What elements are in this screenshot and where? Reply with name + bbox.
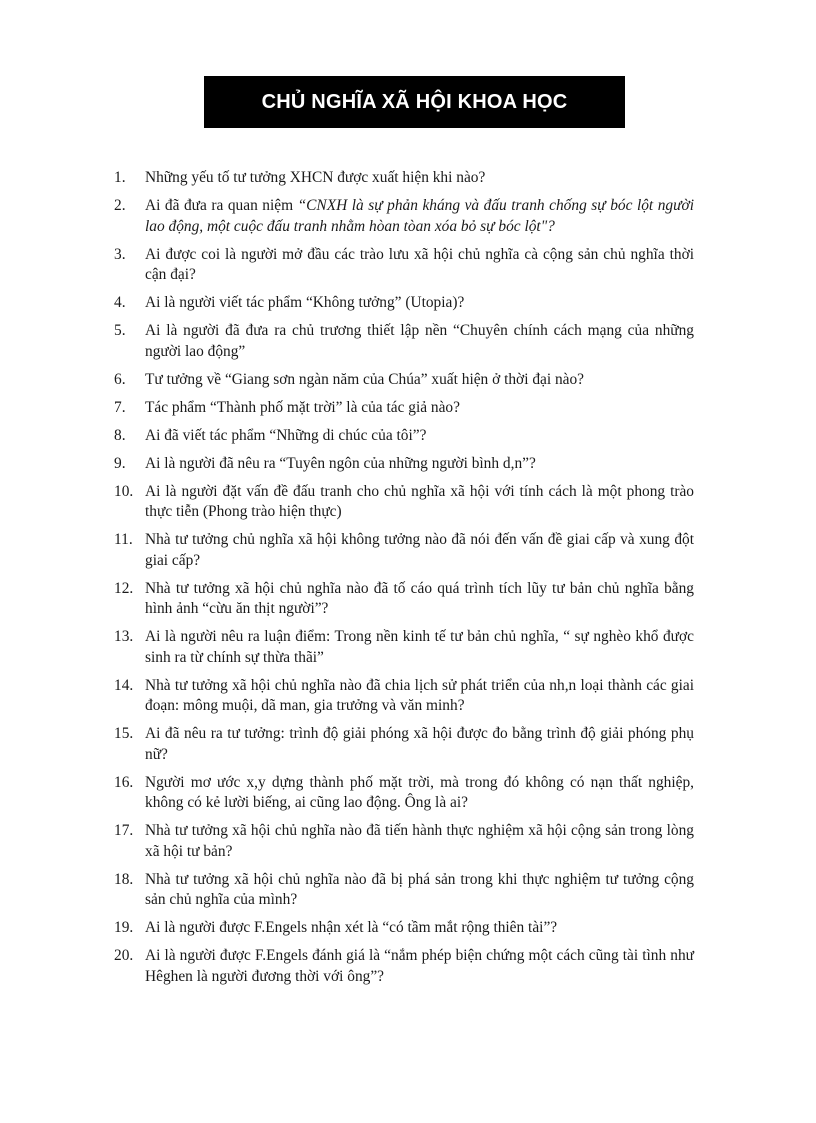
question-text-italic: “CNXH là sự phản kháng và đấu tranh chống sự bóc lột người lao động, một cuộc đấu tranh nhằm hòan tòan xóa bỏ sự bóc lột"? <box>145 197 694 235</box>
page-title: CHỦ NGHĨA XÃ HỘI KHOA HỌC <box>261 90 568 113</box>
question-number: 16. <box>114 773 134 791</box>
question-text: Tư tưởng về “Giang sơn ngàn năm của Chúa” xuất hiện ở thời đại nào? <box>145 370 585 388</box>
question-text: Ai đã viết tác phẩm “Những di chúc của tôi”? <box>145 426 427 444</box>
question-number: 18. <box>114 870 134 888</box>
question-text: Ai là người đã đưa ra chủ trương thiết lập nền “Chuyên chính cách mạng của những người lao động” <box>145 322 694 360</box>
question-number: 3. <box>114 245 126 263</box>
question-text: Nhà tư tưởng xã hội chủ nghĩa nào đã tố cáo quá trình tích lũy tư bản chủ nghĩa bằng hình ảnh “cừu ăn thịt người”? <box>145 579 694 617</box>
question-text: Ai là người đặt vấn đề đấu tranh cho chủ nghĩa xã hội với tính cách là một phong trào thực tiễn (Phong trào hiện thực) <box>145 482 694 520</box>
question-number: 5. <box>114 322 126 339</box>
question-text: Tác phẩm “Thành phố mặt trời” là của tác giả nào? <box>145 398 460 416</box>
question-number: 20. <box>114 947 134 964</box>
question-item <box>114 870 694 911</box>
question-number: 17. <box>114 822 134 839</box>
question-item <box>114 196 694 237</box>
question-text: Người mơ ước x,y dựng thành phố mặt trời, mà trong đó không có nạn thất nghiệp, không có kẻ lười biếng, ai cũng lao động. Ông là ai? <box>145 773 694 811</box>
question-text: Nhà tư tưởng xã hội chủ nghĩa nào đã tiến hành thực nghiệm xã hội cộng sản trong lòng xã hội tư bản? <box>145 822 694 860</box>
question-list <box>114 168 694 995</box>
question-text: Những yếu tố tư tưởng XHCN được xuất hiện khi nào? <box>145 169 486 186</box>
question-number: 10. <box>114 482 134 500</box>
question-item <box>114 168 694 189</box>
question-text-plain: Ai đã đưa ra quan niệm <box>145 197 298 214</box>
title-banner <box>204 76 625 128</box>
question-text: Ai là người đã nêu ra “Tuyên ngôn của những người bình d,n”? <box>145 454 536 472</box>
question-text: Ai là người được F.Engels đánh giá là “nắm phép biện chứng một cách cũng tài tình như Hêghen là người đương thời với ông”? <box>145 947 694 985</box>
question-item <box>114 321 694 362</box>
question-text: Nhà tư tưởng xã hội chủ nghĩa nào đã bị phá sản trong khi thực nghiệm tư tưởng cộng sản chủ nghĩa của mình? <box>145 870 694 908</box>
question-text: Ai là người được F.Engels nhận xét là “có tầm mắt rộng thiên tài”? <box>145 919 558 936</box>
question-item <box>114 245 694 286</box>
question-item <box>114 370 694 391</box>
question-item <box>114 398 694 419</box>
question-number: 2. <box>114 197 126 214</box>
question-text <box>145 196 694 237</box>
question-text: Nhà tư tưởng xã hội chủ nghĩa nào đã chia lịch sử phát triển của nh,n loại thành các giai đoạn: mông muội, dã man, gia trưởng và văn minh? <box>145 676 694 714</box>
question-text: Ai là người nêu ra luận điểm: Trong nền kinh tế tư bản chủ nghĩa, “ sự nghèo khổ được sinh ra từ chính sự thừa thãi” <box>145 628 694 666</box>
question-item <box>114 946 694 987</box>
question-number: 9. <box>114 454 126 472</box>
question-item <box>114 627 694 668</box>
question-number: 4. <box>114 294 126 311</box>
question-number: 14. <box>114 676 134 694</box>
question-item <box>114 579 694 620</box>
question-number: 1. <box>114 169 126 186</box>
question-item <box>114 482 694 523</box>
question-number: 11. <box>114 531 133 548</box>
question-item <box>114 821 694 862</box>
question-number: 8. <box>114 426 126 444</box>
question-text: Ai đã nêu ra tư tưởng: trình độ giải phóng xã hội được đo bằng trình độ giải phóng phụ nữ? <box>145 725 694 763</box>
question-text: Ai được coi là người mở đầu các trào lưu xã hội chủ nghĩa cà cộng sản chủ nghĩa thời cận đại? <box>145 245 694 283</box>
question-number: 7. <box>114 398 126 416</box>
question-text: Nhà tư tưởng chủ nghĩa xã hội không tưởng nào đã nói đến vấn đề giai cấp và xung đột giai cấp? <box>145 531 694 569</box>
question-item <box>114 426 694 447</box>
question-number: 6. <box>114 370 126 388</box>
question-number: 13. <box>114 628 134 645</box>
question-item <box>114 773 694 814</box>
question-text: Ai là người viết tác phẩm “Không tưởng” (Utopia)? <box>145 294 465 311</box>
question-number: 19. <box>114 919 134 936</box>
question-item <box>114 724 694 765</box>
question-item <box>114 530 694 571</box>
question-item <box>114 293 694 314</box>
question-item <box>114 918 694 939</box>
question-number: 15. <box>114 725 134 742</box>
question-item <box>114 454 694 475</box>
question-item <box>114 676 694 717</box>
question-number: 12. <box>114 579 134 597</box>
